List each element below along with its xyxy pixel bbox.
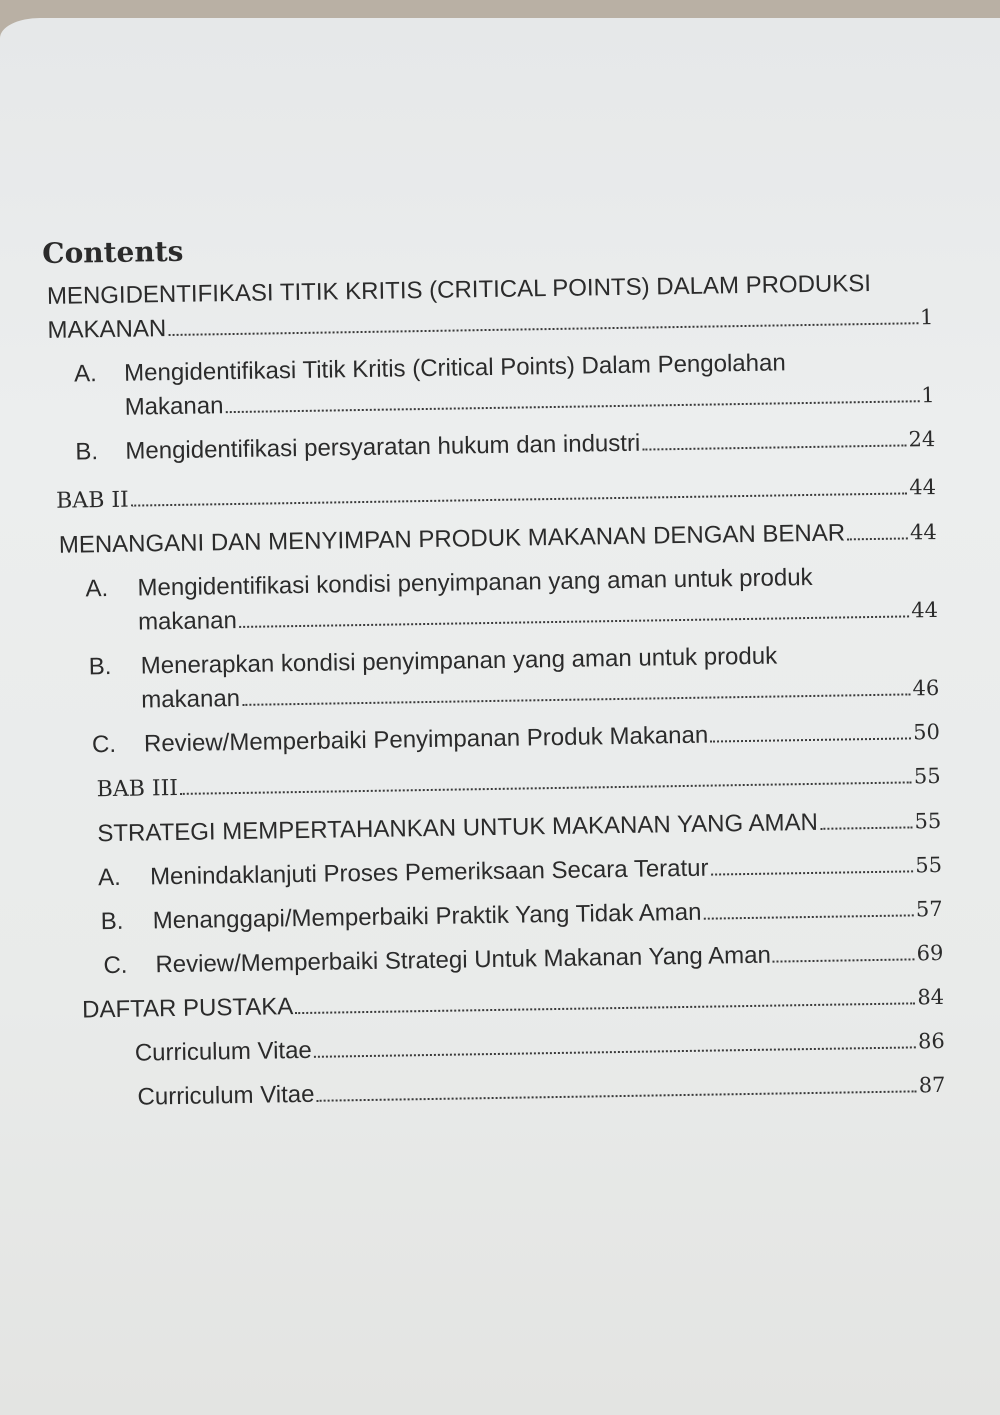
dot-leader [642, 444, 906, 450]
toc-entry-title: DAFTAR PUSTAKA [81, 993, 294, 1024]
toc-entry[interactable] [55, 1068, 945, 1116]
toc-page-number: 69 [916, 940, 944, 966]
dot-leader [180, 781, 912, 794]
toc-entry-title: Makanan [124, 392, 224, 421]
toc-entry-title-line1: Mengidentifikasi Titik Kritis (Critical Points) Dalam Pengolahan [123, 349, 786, 387]
toc-entry-letter: B. [75, 438, 99, 466]
dot-leader [168, 322, 918, 336]
toc-page-number: 57 [915, 896, 943, 922]
dot-leader [820, 826, 913, 829]
toc-entry[interactable] [53, 892, 943, 940]
toc-entry-title: Curriculum Vitae [137, 1080, 315, 1111]
toc-entry-title: Review/Memperbaiki Penyimpanan Produk Makanan [143, 721, 709, 758]
toc-heading: Contents [42, 234, 184, 270]
toc-page-number: 44 [911, 597, 939, 623]
toc-entry-letter: B. [88, 652, 112, 681]
dot-leader [131, 492, 908, 506]
toc-entry-title-line1: MENGIDENTIFIKASI TITIK KRITIS (CRITICAL POINTS) DALAM PRODUKSI [46, 269, 872, 310]
toc-page-number: 55 [913, 763, 941, 789]
toc-entry[interactable] [47, 559, 938, 641]
toc-entry[interactable] [47, 515, 937, 563]
toc-entry[interactable] [43, 266, 934, 348]
toc-entry-title-line1: Mengidentifikasi kondisi penyimpanan yang aman untuk produk [137, 563, 813, 602]
dot-leader [704, 914, 915, 919]
dot-leader [847, 537, 908, 540]
dot-leader [226, 400, 920, 413]
toc-entry-title: BAB III [96, 775, 179, 803]
toc-page-number: 44 [909, 519, 937, 545]
toc-page-number: 55 [914, 808, 942, 834]
toc-entry-title: Review/Memperbaiki Strategi Untuk Makanan Yang Aman [155, 941, 772, 979]
toc-entry-title: Mengidentifikasi persyaratan hukum dan industri [125, 429, 641, 465]
dot-leader [710, 737, 911, 742]
toc-entry-letter: B. [100, 907, 124, 936]
toc-entry[interactable] [50, 759, 940, 808]
toc-entry-letter: A. [85, 575, 109, 603]
toc-entry[interactable] [53, 936, 943, 984]
toc-page-number: 46 [912, 675, 940, 701]
toc-entry-letter: C. [91, 730, 117, 759]
toc-entry[interactable] [54, 980, 944, 1028]
toc-page-number: 55 [915, 852, 943, 878]
toc-entry[interactable] [46, 470, 936, 519]
toc-page-number: 24 [908, 426, 936, 452]
toc-page-number: 84 [917, 984, 945, 1010]
toc-entry-title: makanan [141, 684, 241, 714]
toc-entry-title-line1: Menerapkan kondisi penyimpanan yang aman untuk produk [140, 642, 778, 680]
toc-entry[interactable] [51, 804, 941, 852]
toc-entry-letter: C. [103, 951, 128, 980]
toc-page-number: 86 [917, 1028, 945, 1054]
book-page [0, 18, 1000, 1415]
toc-entry-title: makanan [137, 606, 238, 636]
toc-entry[interactable] [50, 715, 940, 763]
toc-entry[interactable] [45, 422, 935, 470]
dot-leader [317, 1090, 917, 1101]
toc-entry-title: Curriculum Vitae [134, 1036, 312, 1067]
toc-page-number: 1 [919, 305, 934, 330]
dot-leader [239, 615, 909, 628]
dot-leader [242, 693, 910, 706]
toc-entry-title: Menanggapi/Memperbaiki Praktik Yang Tidak Aman [152, 898, 702, 935]
toc-entry-letter: A. [73, 360, 98, 388]
toc-entry-title: MAKANAN [47, 315, 167, 344]
toc-page-number: 50 [912, 719, 941, 745]
dot-leader [314, 1046, 916, 1057]
toc-entry-title: MENANGANI DAN MENYIMPAN PRODUK MAKANAN DENGAN BENAR [58, 519, 846, 559]
toc-entry-letter: A. [97, 863, 121, 892]
dot-leader [711, 870, 914, 875]
toc-entry[interactable] [52, 848, 942, 896]
toc-entry[interactable] [55, 1024, 945, 1072]
toc-entry-title: BAB II [55, 487, 129, 514]
toc-page-number: 1 [921, 383, 935, 408]
dot-leader [295, 1002, 915, 1014]
toc-entry[interactable] [49, 637, 940, 719]
toc-entry-title: Menindaklanjuti Proses Pemeriksaan Secara Teratur [149, 854, 709, 891]
dot-leader [773, 958, 915, 962]
toc-entry-title: STRATEGI MEMPERTAHANKAN UNTUK MAKANAN YANG AMAN [97, 808, 819, 848]
toc-page-number: 44 [909, 474, 937, 500]
table-of-contents [42, 222, 946, 1116]
toc-entry[interactable] [44, 344, 935, 426]
toc-page-number: 87 [918, 1072, 946, 1098]
